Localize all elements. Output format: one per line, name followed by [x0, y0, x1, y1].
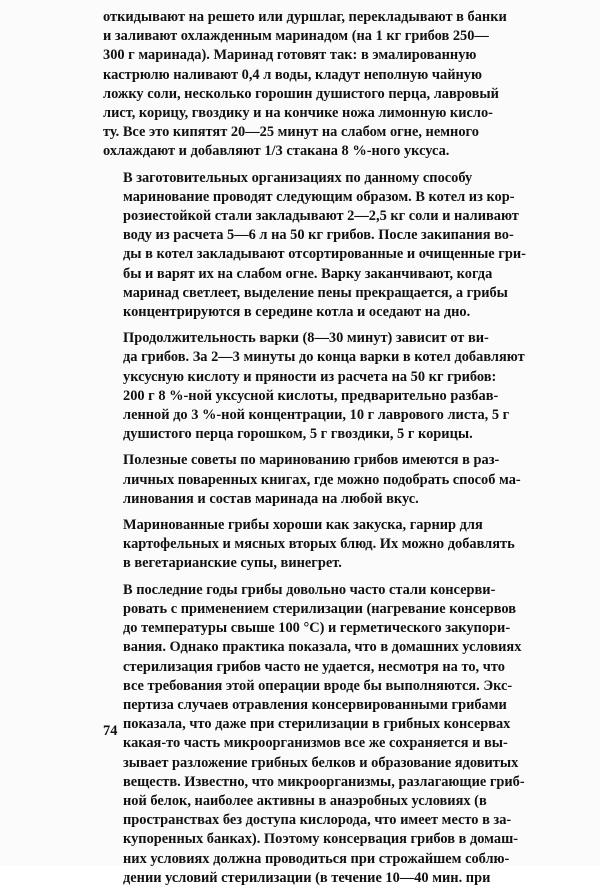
text-line: да грибов. За 2—3 минуты до конца варки в котел добавляют [123, 349, 525, 366]
text-line: откидывают на решето или дуршлаг, перекладывают в банки [103, 9, 507, 25]
text-line: пертиза случаев отравления консервированными грибами [123, 696, 507, 713]
text-line: 200 г 8 %-ной уксусной кислоты, предварительно разбав- [123, 387, 499, 404]
text-line: уксусную кислоту и пряности из расчета на 50 кг грибов: [123, 368, 497, 385]
text-line: Продолжительность варки (8—30 минут) зависит от ви- [123, 330, 489, 347]
paragraph-3 [103, 329, 525, 444]
text-line: 300 г маринада). Маринад готовят так: в эмалированную [103, 47, 477, 64]
text-line: Полезные советы по маринованию грибов имеются в раз- [123, 452, 500, 469]
paragraph-4 [103, 451, 521, 509]
text-line: маринад светлеет, выделение пены прекращается, а грибы [123, 284, 508, 301]
text-line: личных поваренных книгах, где можно подобрать способ ма- [123, 471, 521, 488]
text-line: все требования этой операции вроде бы выполняются. Экс- [123, 677, 513, 694]
body-text [103, 8, 526, 888]
page-number: 74 [103, 723, 118, 739]
text-line: зывает разложение грибных белков и образование ядовитых [123, 754, 519, 771]
paragraph-5 [103, 516, 515, 574]
text-line: вания. Однако практика показала, что в домашних условиях [123, 639, 522, 656]
text-line: ту. Все это кипятят 20—25 минут на слабом огне, немного [103, 124, 479, 141]
text-line: концентрируются в середине котла и оседают на дно. [123, 304, 471, 321]
text-line: дении условий стерилизации (в течение 10—40 мин. при [123, 869, 491, 886]
paragraph-2 [103, 169, 526, 323]
text-line: стерилизация грибов часто не удается, несмотря на то, что [123, 658, 505, 675]
text-line: воду из расчета 5—6 л на 50 кг грибов. После закипания во- [123, 227, 514, 244]
paragraph-6 [103, 581, 525, 888]
text-line: лист, корицу, гвоздику и на кончике ножа лимонную кисло- [103, 105, 493, 122]
text-line: маринование проводят следующим образом. В котел из кор- [123, 188, 515, 205]
text-line: охлаждают и добавляют 1/3 стакана 8 %-ного уксуса. [103, 143, 450, 160]
text-line: ложку соли, несколько горошин душистого перца, лавровый [103, 85, 499, 102]
text-line: купоренных банках). Поэтому консервация грибов в домаш- [123, 831, 519, 848]
text-line: ды в котел закладывают отсортированные и очищенные гри- [123, 246, 526, 263]
text-line: показала, что даже при стерилизации в грибных консервах [123, 716, 511, 733]
text-line: линования и состав маринада на любой вкус. [123, 490, 419, 507]
text-line: ленной до 3 %-ной концентрации, 10 г лаврового листа, 5 г [123, 407, 510, 424]
text-line: В последние годы грибы довольно часто стали консерви- [123, 581, 496, 598]
text-line: ной белок, наиболее активны в анаэробных условиях (в [123, 792, 487, 809]
text-line: картофельных и мясных вторых блюд. Их можно добавлять [123, 536, 515, 553]
text-line: бы и варят их на слабом огне. Варку заканчивают, когда [123, 265, 493, 282]
text-line: веществ. Известно, что микроорганизмы, разлагающие гриб- [123, 773, 525, 790]
text-line: В заготовительных организациях по данному способу [123, 169, 473, 186]
text-line: в вегетарианские супы, винегрет. [123, 555, 342, 572]
text-line: какая-то часть микроорганизмов все же сохраняется и вы- [123, 735, 508, 752]
text-line: Маринованные грибы хороши как закуска, гарнир для [123, 517, 483, 534]
text-line: них условиях должна проводиться при строжайшем соблю- [123, 850, 510, 867]
text-line: ровать с применением стерилизации (нагревание консервов [123, 600, 517, 617]
text-line: душистого перца горошком, 5 г гвоздики, 5 г корицы. [123, 426, 473, 443]
text-line: и заливают охлажденным маринадом (на 1 кг грибов 250— [103, 28, 489, 45]
text-line: розиестойкой стали закладывают 2—2,5 кг соли и наливают [123, 208, 519, 225]
text-line: кастрюлю наливают 0,4 л воды, кладут неполную чайную [103, 66, 482, 83]
paragraph-1 [103, 8, 507, 162]
text-line: до температуры свыше 100 °С) и герметического закупори- [123, 620, 511, 637]
text-line: пространствах без доступа кислорода, что имеет место в за- [123, 812, 512, 829]
